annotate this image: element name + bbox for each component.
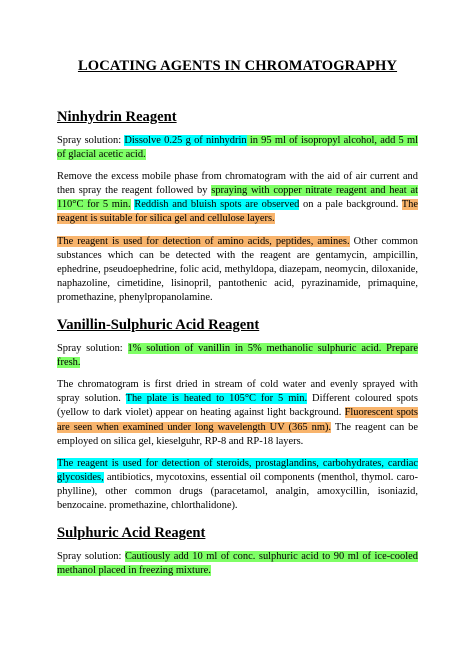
section-sulphuric-acid <box>57 525 418 578</box>
text-run: antibiotics, mycotoxins, essential oil components (menthol, thymol. caro- phylline), other common drugs (paracetamol, analgin, amoxycillin, isoniazid, benzocaine. promethazine, chlorthalidone). <box>57 471 418 511</box>
highlight-orange: The reagent is used for detection of amino acids, peptides, amines. <box>57 235 350 247</box>
procedure-paragraph <box>57 378 418 448</box>
text-run: Remove the excess mobile phase from chromatogram with the aid of air current and then spray the reagent followed by <box>57 171 418 197</box>
section-heading: Ninhydrin Reagent <box>57 109 177 125</box>
highlight-orange: Fluorescent spots are seen when examined under long wavelength UV (365 nm). <box>57 407 418 433</box>
highlight-green: 1% solution of vanillin in 5% methanolic sulphuric acid. Prepare fresh. <box>57 343 418 369</box>
highlight-cyan: 0.25 g of ninhydrin <box>164 135 247 146</box>
spray-solution-paragraph <box>57 550 418 578</box>
highlight-green: in 95 ml of isopropyl alcohol, add 5 ml of glacial acetic acid. <box>57 135 419 161</box>
text-run: Spray solution: <box>57 135 125 146</box>
section-heading: Sulphuric Acid Reagent <box>57 525 206 542</box>
text-run: The chromatogram is first dried in stream of cold water and evenly sprayed with spray solution. <box>57 379 418 405</box>
highlight-cyan: Dissolve <box>124 135 165 146</box>
highlight-cyan: The plate is heated to 105°C for 5 min. <box>125 393 308 405</box>
spray-solution-paragraph <box>57 342 418 370</box>
usage-paragraph <box>57 235 418 305</box>
spray-solution-paragraph <box>57 134 418 162</box>
highlight-cyan: Reddish and bluish spots are observed <box>134 199 300 211</box>
procedure-paragraph <box>57 170 418 226</box>
highlight-green: spraying with copper nitrate reagent and heat at 110°C for 5 min. <box>57 185 418 211</box>
section-vanillin-sulphuric-acid <box>57 317 418 513</box>
highlight-cyan: The reagent is used for detection of steroids, prostaglandins, carbohydrates, cardiac glycosides, <box>57 457 418 483</box>
section-heading: Vanillin-Sulphuric Acid Reagent <box>57 317 260 334</box>
section-ninhydrin <box>57 109 418 305</box>
text-run: on a pale background. <box>299 199 402 211</box>
text-run: Spray solution: <box>57 551 125 563</box>
highlight-green: Cautiously add 10 ml of conc. sulphuric acid to 90 ml of ice-cooled methanol placed in freezing mixture. <box>57 551 418 577</box>
text-run: Spray solution: <box>57 343 128 355</box>
text-run: The reagent can be employed on silica gel, kieselguhr, RP-8 and RP-18 layers. <box>57 421 418 447</box>
text-run: Different coloured spots (yellow to dark violet) appear on heating against light background. <box>57 393 418 419</box>
text-run: Other common substances which can be detected with the reagent are gentamycin, ampicillin, ephedrine, pseudoephedrine, folic acid, methyldopa, diazepam, neomycin, diloxanide, naphazoline, cimetidine, lisinopril, pantothenic acid, pyrazinamide, primaquine, promethazine, phenylpropanolamine. <box>57 235 418 303</box>
usage-paragraph <box>57 457 418 513</box>
highlight-orange: The reagent is suitable for silica gel and cellulose layers. <box>57 199 419 225</box>
document-title: LOCATING AGENTS IN CHROMATOGRAPHY <box>77 58 398 74</box>
